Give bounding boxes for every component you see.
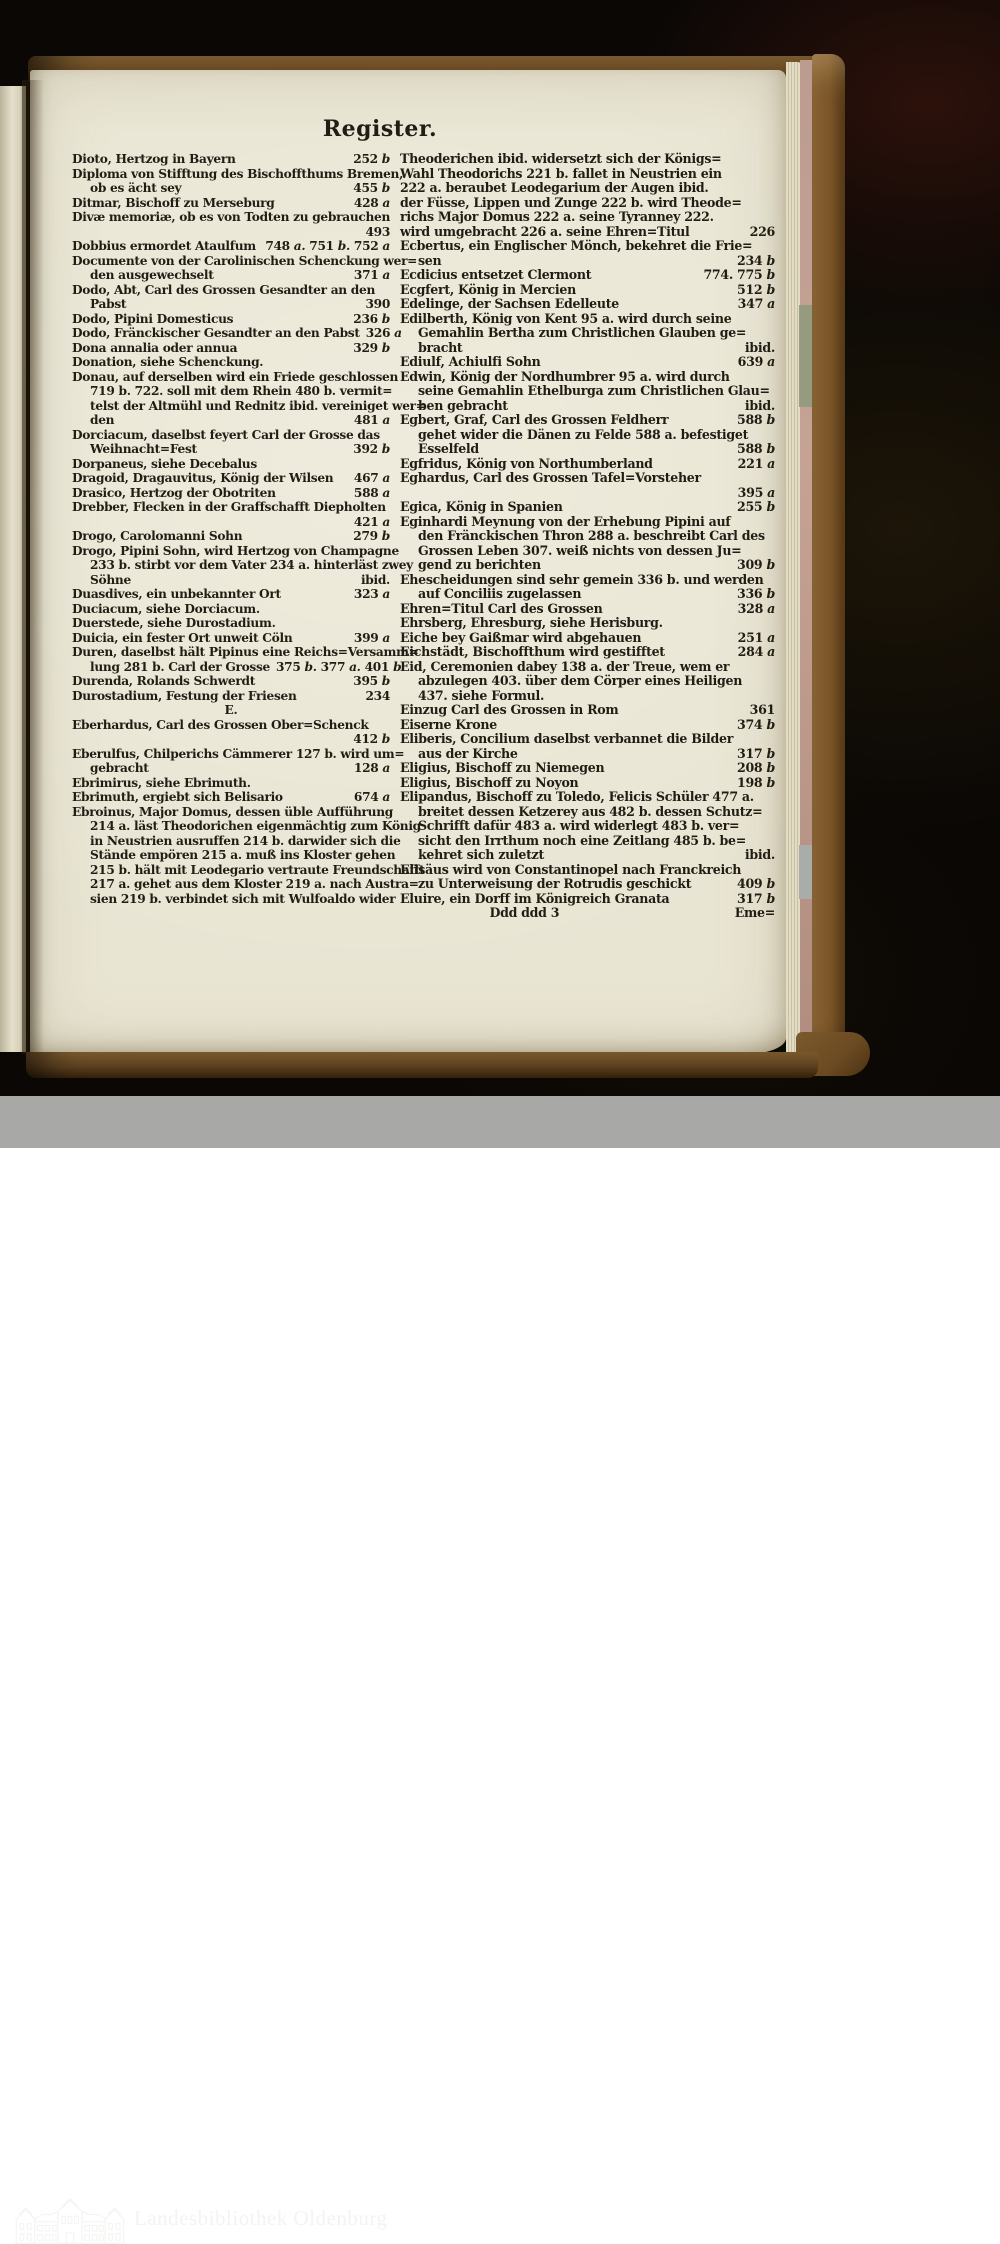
index-line: 217 a. gehet aus dem Kloster 219 a. nach Austra= (90, 877, 419, 891)
index-line: Dona annalia oder annua 329 b (72, 340, 390, 355)
index-line: Ebroinus, Major Domus, dessen üble Aufführung (72, 804, 394, 819)
index-line: Donation, siehe Schenckung. (72, 355, 264, 369)
index-line: Stände empören 215 a. muß ins Kloster gehen (90, 848, 396, 862)
index-line: 222 a. beraubet Leodegarium der Augen ibid. (400, 180, 709, 195)
index-line: in Neustrien ausruffen 214 b. darwider sich die (90, 833, 401, 848)
index-line: Egbert, Graf, Carl des Grossen Feldherr 588 b (400, 412, 775, 427)
index-line: Documente von der Carolinischen Schenckung wer= (72, 253, 418, 268)
index-line: 719 b. 722. soll mit dem Rhein 480 b. vermit= (90, 384, 393, 398)
index-line: Drasico, Hertzog der Obotriten 588 a (72, 485, 390, 500)
index-line: ben gebracht ibid. (418, 397, 775, 413)
index-line: Duerstede, siehe Durostadium. (72, 616, 276, 630)
index-line: kehret sich zuletzt ibid. (418, 847, 775, 862)
index-line: Söhne ibid. (90, 572, 390, 587)
index-line: 395 a (737, 484, 775, 500)
index-line: Duasdives, ein unbekannter Ort 323 a (72, 587, 390, 601)
index-line: Dorciacum, daselbst feyert Carl der Grosse das (72, 427, 380, 442)
index-line: Ehescheidungen sind sehr gemein 336 b. und werden (400, 571, 764, 587)
index-line: Edwin, König der Nordhumbrer 95 a. wird durch (400, 368, 730, 384)
book-bottom-leather-edge (26, 1052, 818, 1078)
index-line: Duren, daselbst hält Pipinus eine Reichs=Versamm= (72, 645, 419, 659)
index-line: Ecdicius entsetzet Clermont 774. 775 b (400, 267, 775, 282)
index-line: Pabst 390 (90, 297, 390, 311)
index-line: 412 b (353, 732, 390, 746)
index-line: der Füsse, Lippen und Zunge 222 b. wird Theode= (400, 194, 742, 210)
index-line: wird umgebracht 226 a. seine Ehren=Titul 226 (400, 223, 775, 239)
index-line: Eberhardus, Carl des Grossen Ober=Schenck (72, 717, 369, 732)
gutter-shadow (22, 80, 44, 1054)
index-line: Grossen Leben 307. weiß nichts von dessen Ju= (418, 542, 742, 558)
index-line: Drebber, Flecken in der Graffschafft Diepholten (72, 500, 386, 514)
index-line: gend zu berichten 309 b (418, 557, 775, 572)
index-line: Edilberth, König von Kent 95 a. wird durch seine (400, 310, 732, 326)
index-line: Egfridus, König von Northumberland 221 a (400, 455, 775, 471)
index-line: abzulegen 403. über dem Cörper eines Heiligen (418, 673, 743, 688)
index-line: Schrifft dafür 483 a. wird widerlegt 483 b. ver= (418, 818, 740, 833)
index-line: Durostadium, Festung der Friesen 234 (72, 688, 390, 703)
index-line: Eligius, Bischoff zu Noyon 198 b (400, 774, 775, 790)
index-column-left (72, 152, 426, 906)
index-line: Diploma von Stifftung des Bischoffthums Bremen, (72, 166, 404, 181)
index-line: richs Major Domus 222 a. seine Tyranney 222. (400, 209, 714, 224)
index-line: Eligius, Bischoff zu Niemegen 208 b (400, 760, 775, 775)
index-line: Dioto, Hertzog in Bayern 252 b (72, 152, 390, 166)
index-line: Elisäus wird von Constantinopel nach Franckreich (400, 861, 742, 877)
index-line: Ebrimuth, ergiebt sich Belisario 674 a (72, 790, 390, 804)
index-line: Dragoid, Dragauvitus, König der Wilsen 467 a (72, 471, 390, 485)
index-line: Eichstädt, Bischoffthum wird gestifftet 284 a (400, 644, 775, 659)
index-line: Esselfeld 588 b (418, 441, 775, 456)
index-line: Ecgfert, König in Mercien 512 b (400, 281, 775, 297)
index-line: sen 234 b (418, 252, 775, 268)
index-line: bracht ibid. (418, 339, 775, 355)
index-line: Eid, Ceremonien dabey 138 a. der Treue, wem er (400, 658, 730, 674)
index-line: Ediulf, Achiulfi Sohn 639 a (400, 354, 775, 369)
index-line: Weihnacht=Fest 392 b (90, 442, 390, 456)
index-line: Drogo, Carolomanni Sohn 279 b (72, 529, 390, 543)
index-line: ob es ächt sey 455 b (90, 181, 390, 195)
index-line: Donau, auf derselben wird ein Friede geschlossen (72, 369, 399, 384)
library-building-icon (14, 2194, 126, 2244)
signature-line: Ddd ddd 3 Eme= (489, 905, 775, 920)
index-line: den Fränckischen Thron 288 a. beschreibt Carl des (418, 528, 765, 543)
index-line: breitet dessen Ketzerey aus 482 b. dessen Schutz= (418, 803, 763, 819)
index-line: Ecbertus, ein Englischer Mönch, bekehret die Frie= (400, 238, 753, 253)
index-line: Ebrimirus, siehe Ebrimuth. (72, 775, 251, 790)
index-line: Edelinge, der Sachsen Edelleute 347 a (400, 296, 775, 311)
index-line: den ausgewechselt 371 a (90, 268, 390, 282)
index-column-right (400, 152, 775, 921)
index-line: lung 281 b. Carl der Grosse 375 b. 377 a. 401 b (90, 659, 402, 674)
index-line: 214 a. läst Theodorichen eigenmächtig zum König (90, 819, 421, 833)
index-line: 233 b. stirbt vor dem Vater 234 a. hinterläst zwey (90, 558, 413, 572)
index-line: Eliberis, Concilium daselbst verbannet die Bilder (400, 731, 734, 746)
index-line: Duciacum, siehe Dorciacum. (72, 601, 260, 616)
index-line: auf Conciliis zugelassen 336 b (418, 586, 775, 601)
index-line: Eluire, ein Dorff im Königreich Granata 317 b (400, 890, 775, 906)
index-line: gehet wider die Dänen zu Felde 588 a. befestiget (418, 426, 749, 442)
index-line: Ditmar, Bischoff zu Merseburg 428 a (72, 195, 390, 210)
index-line: Eiche bey Gaißmar wird abgehauen 251 a (400, 629, 775, 645)
index-line: aus der Kirche 317 b (418, 745, 775, 761)
page-edge-green-marker (799, 305, 812, 407)
index-line: Duicia, ein fester Ort unweit Cöln 399 a (72, 630, 390, 645)
index-line: Einzug Carl des Grossen in Rom 361 (400, 702, 775, 717)
index-line: seine Gemahlin Ethelburga zum Christlichen Glau= (418, 383, 770, 398)
page-title: Register. (322, 116, 438, 142)
index-line: Dodo, Fränckischer Gesandter an den Pabst 326 a (72, 326, 402, 340)
book-fore-edge-pages (786, 62, 801, 1058)
index-line: sien 219 b. verbindet sich mit Wulfoaldo wider (90, 891, 396, 906)
index-line: Eginhardi Meynung von der Erhebung Pipini auf (400, 513, 731, 529)
index-line: 493 (365, 224, 390, 239)
banner-label: Landesbibliothek Oldenburg (134, 2205, 388, 2230)
index-line: Egica, König in Spanien 255 b (400, 499, 775, 514)
index-line: telst der Altmühl und Rednitz ibid. vereiniget wer= (90, 398, 426, 413)
book-cover-right-edge (812, 54, 845, 1060)
index-line: Eiserne Krone 374 b (400, 716, 775, 732)
index-line: gebracht 128 a (90, 761, 390, 775)
book-page (30, 70, 786, 1054)
index-line: Eghardus, Carl des Grossen Tafel=Vorsteher (400, 470, 701, 485)
index-line: 215 b. hält mit Leodegario vertraute Freundschafft (90, 862, 425, 877)
index-line: Theoderichen ibid. widersetzt sich der Königs= (400, 151, 722, 166)
index-line: Dodo, Pipini Domesticus 236 b (72, 311, 390, 326)
index-line: Ehrsberg, Ehresburg, siehe Herisburg. (400, 615, 663, 630)
index-line: 421 a (353, 514, 390, 529)
index-line: Elipandus, Bischoff zu Toledo, Felicis Schüler 477 a. (400, 789, 754, 804)
index-line: Gemahlin Bertha zum Christlichen Glauben ge= (418, 325, 747, 340)
index-line: Drogo, Pipini Sohn, wird Hertzog von Champagne (72, 543, 399, 558)
index-line: Durenda, Rolands Schwerdt 395 b (72, 674, 390, 688)
index-line: zu Unterweisung der Rotrudis geschickt 409 b (418, 876, 775, 891)
index-line: Wahl Theodorichs 221 b. fallet in Neustrien ein (400, 165, 722, 181)
index-line: sicht den Irrthum noch eine Zeitlang 485 b. be= (418, 832, 746, 848)
index-line: Dodo, Abt, Carl des Grossen Gesandter an den (72, 282, 376, 297)
section-heading: E. (224, 703, 238, 717)
index-line: Divæ memoriæ, ob es von Todten zu gebrauchen (72, 210, 391, 224)
library-banner (0, 1096, 1000, 2230)
index-line: den 481 a (90, 413, 390, 427)
index-line: Eberulfus, Chilperichs Cämmerer 127 b. wird um= (72, 746, 405, 761)
index-line: Ehren=Titul Carl des Grossen 328 a (400, 600, 775, 616)
index-line: Dobbius ermordet Ataulfum 748 a. 751 b. 752 a (72, 239, 390, 253)
index-line: 437. siehe Formul. (418, 687, 545, 703)
index-line: Dorpaneus, siehe Decebalus (72, 456, 257, 471)
